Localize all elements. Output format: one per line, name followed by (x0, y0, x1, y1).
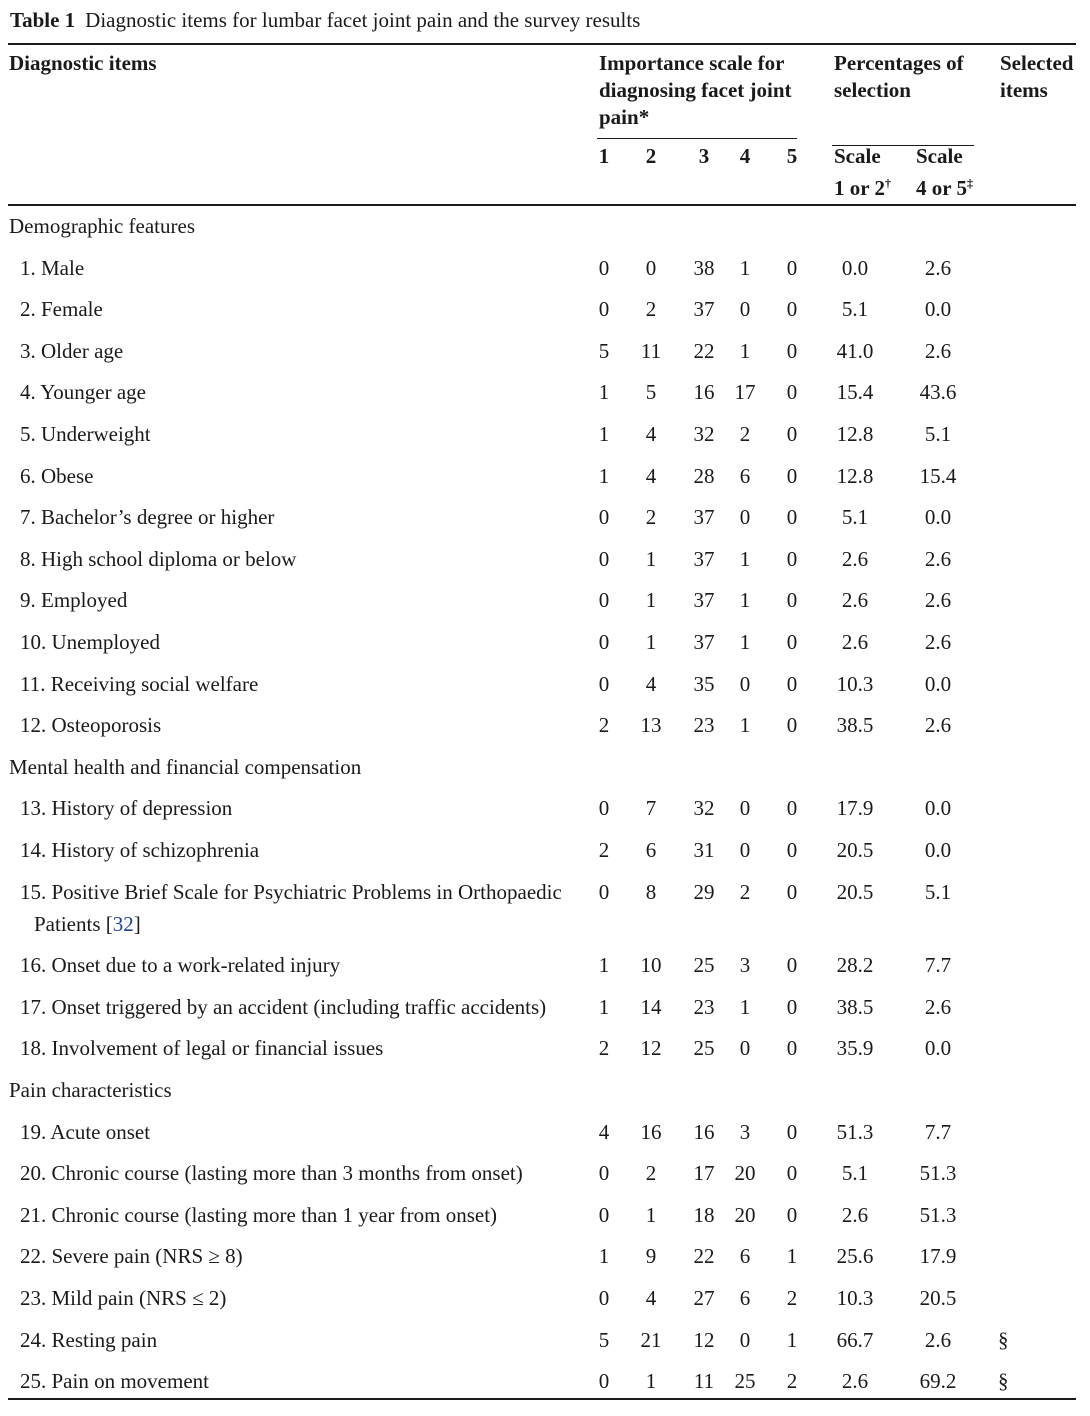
row-item: 12. Osteoporosis (20, 713, 162, 737)
scale-5-count: 0 (786, 297, 798, 321)
scale-1-count: 1 (598, 464, 610, 488)
col-header-importance-line1: Importance scale for (599, 51, 785, 75)
scale-4-count: 2 (739, 422, 751, 446)
scale-3-count: 37 (693, 297, 715, 321)
table-label: Table 1 (10, 8, 76, 32)
pct-scale-4-5: 17.9 (919, 1244, 957, 1268)
scale-3-count: 25 (693, 1036, 715, 1060)
pct-scale-1-2: 2.6 (841, 547, 869, 571)
scale-5-count: 0 (786, 464, 798, 488)
scale-1-count: 0 (598, 297, 610, 321)
scale-num-5: 5 (786, 144, 798, 168)
scale-2-count: 2 (645, 505, 657, 529)
scale-1-count: 0 (598, 672, 610, 696)
scale-4-count: 1 (739, 256, 751, 280)
pct-scale-4-5: 2.6 (924, 630, 952, 654)
pct-scale-4-5: 2.6 (924, 547, 952, 571)
scale-3-count: 37 (693, 588, 715, 612)
importance-subrule (597, 138, 797, 139)
pct-scale-1-2: 41.0 (836, 339, 874, 363)
scale-1-count: 0 (598, 880, 610, 904)
scale45-header (916, 143, 973, 202)
scale-4-count: 0 (739, 297, 751, 321)
scale-4-count: 1 (739, 713, 751, 737)
pct-scale-1-2: 12.8 (836, 422, 874, 446)
scale-2-count: 10 (640, 953, 662, 977)
pct-scale-4-5: 0.0 (924, 1036, 952, 1060)
scale-5-count: 0 (786, 1036, 798, 1060)
scale-2-count: 1 (645, 1203, 657, 1227)
pct-scale-4-5: 2.6 (924, 588, 952, 612)
pct-scale-1-2: 2.6 (841, 588, 869, 612)
pct-scale-1-2: 10.3 (836, 1286, 874, 1310)
scale-4-count: 25 (734, 1369, 756, 1393)
scale-4-count: 6 (739, 464, 751, 488)
pct-scale-4-5: 7.7 (924, 953, 952, 977)
citation-link[interactable]: 32 (112, 912, 134, 936)
scale-4-count: 6 (739, 1286, 751, 1310)
row-item: 3. Older age (20, 339, 124, 363)
pct-scale-1-2: 51.3 (836, 1120, 874, 1144)
scale-2-count: 12 (640, 1036, 662, 1060)
scale-2-count: 4 (645, 1286, 657, 1310)
scale-3-count: 38 (693, 256, 715, 280)
scale-5-count: 0 (786, 880, 798, 904)
scale-1-count: 0 (598, 547, 610, 571)
scale-3-count: 16 (693, 1120, 715, 1144)
scale-2-count: 14 (640, 995, 662, 1019)
col-header-percent (834, 50, 964, 104)
pct-scale-4-5: 5.1 (924, 880, 952, 904)
pct-scale-1-2: 66.7 (836, 1328, 874, 1352)
table-caption (10, 8, 640, 33)
scale-4-count: 3 (739, 1120, 751, 1144)
scale-3-count: 37 (693, 547, 715, 571)
pct-scale-4-5: 2.6 (924, 256, 952, 280)
pct-scale-1-2: 38.5 (836, 995, 874, 1019)
scale-1-count: 0 (598, 588, 610, 612)
pct-scale-1-2: 20.5 (836, 838, 874, 862)
scale-4-count: 1 (739, 995, 751, 1019)
scale-4-count: 0 (739, 1036, 751, 1060)
col-header-importance (599, 50, 792, 131)
scale-2-count: 8 (645, 880, 657, 904)
scale12-header (834, 143, 891, 202)
scale45-line1: Scale (916, 144, 963, 168)
scale-5-count: 2 (786, 1286, 798, 1310)
col-header-selected (1000, 50, 1073, 104)
pct-scale-4-5: 7.7 (924, 1120, 952, 1144)
pct-scale-1-2: 5.1 (841, 505, 869, 529)
top-rule (8, 43, 1076, 45)
scale-1-count: 4 (598, 1120, 610, 1144)
scale-5-count: 0 (786, 1161, 798, 1185)
scale-3-count: 22 (693, 1244, 715, 1268)
scale-4-count: 1 (739, 630, 751, 654)
row-item-continued-text: Patients [ (34, 912, 113, 936)
scale-5-count: 1 (786, 1328, 798, 1352)
scale-4-count: 6 (739, 1244, 751, 1268)
scale-5-count: 0 (786, 256, 798, 280)
selected-mark: § (998, 1328, 1009, 1352)
scale-4-count: 0 (739, 796, 751, 820)
pct-scale-4-5: 51.3 (919, 1203, 957, 1227)
scale-5-count: 0 (786, 380, 798, 404)
scale-3-count: 29 (693, 880, 715, 904)
scale-4-count: 20 (734, 1203, 756, 1227)
row-item: 9. Employed (20, 588, 128, 612)
scale-2-count: 4 (645, 464, 657, 488)
scale-num-4: 4 (739, 144, 751, 168)
scale-1-count: 5 (598, 1328, 610, 1352)
scale-2-count: 1 (645, 1369, 657, 1393)
pct-scale-1-2: 2.6 (841, 630, 869, 654)
scale-4-count: 0 (739, 672, 751, 696)
scale12-mark: † (884, 176, 891, 190)
section-title: Mental health and financial compensation (9, 754, 362, 779)
section-title: Pain characteristics (9, 1078, 172, 1102)
scale-3-count: 37 (693, 630, 715, 654)
scale-3-count: 11 (693, 1369, 715, 1393)
scale-4-count: 3 (739, 953, 751, 977)
pct-scale-1-2: 15.4 (836, 380, 874, 404)
row-item: 24. Resting pain (20, 1328, 158, 1352)
scale-3-count: 32 (693, 422, 715, 446)
scale-5-count: 0 (786, 1120, 798, 1144)
scale-5-count: 0 (786, 1203, 798, 1227)
row-item: 2. Female (20, 297, 103, 321)
scale-3-count: 17 (693, 1161, 715, 1185)
scale-3-count: 32 (693, 796, 715, 820)
scale-3-count: 22 (693, 339, 715, 363)
col-header-percent-line1: Percentages of (834, 51, 964, 75)
pct-scale-4-5: 2.6 (924, 713, 952, 737)
scale-1-count: 0 (598, 1369, 610, 1393)
row-item: 5. Underweight (20, 422, 151, 446)
scale45-mark: ‡ (966, 176, 973, 190)
col-header-importance-line2: diagnosing facet joint (599, 78, 792, 102)
row-item: 14. History of schizophrenia (20, 838, 260, 862)
scale-5-count: 0 (786, 995, 798, 1019)
pct-scale-4-5: 5.1 (924, 422, 952, 446)
pct-scale-1-2: 0.0 (841, 256, 869, 280)
scale-3-count: 18 (693, 1203, 715, 1227)
pct-scale-1-2: 17.9 (836, 796, 874, 820)
scale-4-count: 1 (739, 339, 751, 363)
scale-num-1: 1 (598, 144, 610, 168)
scale-5-count: 0 (786, 505, 798, 529)
scale-4-count: 1 (739, 588, 751, 612)
row-item: 18. Involvement of legal or financial issues (20, 1036, 384, 1060)
scale-4-count: 0 (739, 838, 751, 862)
pct-scale-1-2: 10.3 (836, 672, 874, 696)
scale-1-count: 0 (598, 1161, 610, 1185)
pct-scale-1-2: 5.1 (841, 1161, 869, 1185)
row-item-continued-end: ] (133, 912, 141, 936)
row-item: 13. History of depression (20, 796, 233, 820)
col-header-items: Diagnostic items (9, 51, 157, 75)
scale-1-count: 5 (598, 339, 610, 363)
row-item: 21. Chronic course (lasting more than 1 year from onset) (20, 1203, 498, 1227)
row-item: 8. High school diploma or below (20, 547, 297, 571)
row-item: 15. Positive Brief Scale for Psychiatric Problems in Orthopaedic (20, 880, 562, 904)
scale-2-count: 1 (645, 547, 657, 571)
row-item: 4. Younger age (20, 380, 146, 404)
scale-1-count: 1 (598, 380, 610, 404)
scale-5-count: 0 (786, 339, 798, 363)
pct-scale-1-2: 2.6 (841, 1369, 869, 1393)
pct-scale-1-2: 35.9 (836, 1036, 874, 1060)
pct-scale-1-2: 20.5 (836, 880, 874, 904)
row-item: 16. Onset due to a work-related injury (20, 953, 341, 977)
scale-2-count: 4 (645, 672, 657, 696)
pct-scale-1-2: 38.5 (836, 713, 874, 737)
scale-1-count: 0 (598, 630, 610, 654)
scale-2-count: 13 (640, 713, 662, 737)
scale-1-count: 1 (598, 953, 610, 977)
scale-3-count: 31 (693, 838, 715, 862)
scale-2-count: 2 (645, 1161, 657, 1185)
pct-scale-4-5: 2.6 (924, 339, 952, 363)
scale-3-count: 35 (693, 672, 715, 696)
scale-3-count: 23 (693, 995, 715, 1019)
pct-scale-4-5: 2.6 (924, 1328, 952, 1352)
scale-3-count: 25 (693, 953, 715, 977)
scale-2-count: 7 (645, 796, 657, 820)
scale-3-count: 12 (693, 1328, 715, 1352)
scale-5-count: 0 (786, 588, 798, 612)
scale-2-count: 1 (645, 630, 657, 654)
col-header-selected-line2: items (1000, 78, 1048, 102)
row-item: 6. Obese (20, 464, 94, 488)
row-item: 1. Male (20, 256, 85, 280)
scale-1-count: 0 (598, 1203, 610, 1227)
scale-2-count: 16 (640, 1120, 662, 1144)
selected-mark: § (998, 1369, 1009, 1393)
pct-scale-4-5: 0.0 (924, 505, 952, 529)
scale-5-count: 0 (786, 630, 798, 654)
pct-scale-1-2: 12.8 (836, 464, 874, 488)
section-title: Demographic features (9, 214, 195, 238)
scale-1-count: 0 (598, 505, 610, 529)
scale-2-count: 1 (645, 588, 657, 612)
pct-scale-4-5: 43.6 (919, 380, 957, 404)
col-header-percent-line2: selection (834, 78, 911, 102)
scale-3-count: 23 (693, 713, 715, 737)
row-item: 11. Receiving social welfare (20, 672, 259, 696)
scale-5-count: 0 (786, 953, 798, 977)
scale-1-count: 1 (598, 1244, 610, 1268)
scale-2-count: 0 (645, 256, 657, 280)
scale-2-count: 5 (645, 380, 657, 404)
pct-scale-1-2: 2.6 (841, 1203, 869, 1227)
pct-scale-4-5: 2.6 (924, 995, 952, 1019)
pct-scale-4-5: 20.5 (919, 1286, 957, 1310)
scale-4-count: 1 (739, 547, 751, 571)
table-title: Diagnostic items for lumbar facet joint pain and the survey results (85, 8, 641, 32)
scale-2-count: 11 (640, 339, 662, 363)
scale-5-count: 0 (786, 838, 798, 862)
row-item: 20. Chronic course (lasting more than 3 months from onset) (20, 1161, 523, 1185)
scale-1-count: 0 (598, 1286, 610, 1310)
pct-scale-4-5: 0.0 (924, 796, 952, 820)
scale-3-count: 16 (693, 380, 715, 404)
scale-1-count: 1 (598, 422, 610, 446)
scale-4-count: 20 (734, 1161, 756, 1185)
scale-5-count: 1 (786, 1244, 798, 1268)
scale-5-count: 0 (786, 422, 798, 446)
pct-scale-4-5: 0.0 (924, 672, 952, 696)
scale12-line2: 1 or 2 (834, 176, 885, 200)
scale-3-count: 37 (693, 505, 715, 529)
scale-3-count: 27 (693, 1286, 715, 1310)
row-item: 25. Pain on movement (20, 1369, 209, 1393)
scale-num-3: 3 (698, 144, 710, 168)
col-header-importance-line3: pain* (599, 105, 650, 129)
scale-5-count: 0 (786, 547, 798, 571)
scale-1-count: 1 (598, 995, 610, 1019)
row-item: 17. Onset triggered by an accident (including traffic accidents) (20, 995, 547, 1019)
row-item: 23. Mild pain (NRS ≤ 2) (20, 1286, 227, 1310)
scale-2-count: 6 (645, 838, 657, 862)
scale-4-count: 2 (739, 880, 751, 904)
scale-5-count: 0 (786, 713, 798, 737)
scale-1-count: 2 (598, 713, 610, 737)
col-header-selected-line1: Selected (1000, 51, 1074, 75)
pct-scale-4-5: 0.0 (924, 297, 952, 321)
pct-scale-4-5: 0.0 (924, 838, 952, 862)
scale-5-count: 0 (786, 672, 798, 696)
scale-1-count: 0 (598, 256, 610, 280)
scale-2-count: 2 (645, 297, 657, 321)
row-item-continued (34, 912, 141, 936)
scale-5-count: 2 (786, 1369, 798, 1393)
scale-1-count: 0 (598, 796, 610, 820)
scale-4-count: 0 (739, 1328, 751, 1352)
row-item: 7. Bachelor’s degree or higher (20, 505, 275, 529)
row-item: 10. Unemployed (20, 630, 160, 654)
scale-1-count: 2 (598, 1036, 610, 1060)
pct-scale-4-5: 15.4 (919, 464, 957, 488)
scale-3-count: 28 (693, 464, 715, 488)
scale-2-count: 4 (645, 422, 657, 446)
header-rule (8, 204, 1076, 206)
scale-4-count: 17 (734, 380, 756, 404)
scale-5-count: 0 (786, 796, 798, 820)
scale-4-count: 0 (739, 505, 751, 529)
pct-scale-1-2: 25.6 (836, 1244, 874, 1268)
scale-2-count: 21 (640, 1328, 662, 1352)
pct-scale-4-5: 69.2 (919, 1369, 957, 1393)
scale-2-count: 9 (645, 1244, 657, 1268)
row-item: 19. Acute onset (20, 1120, 151, 1144)
pct-scale-1-2: 28.2 (836, 953, 874, 977)
scale45-line2: 4 or 5 (916, 176, 967, 200)
scale-num-2: 2 (645, 144, 657, 168)
pct-scale-4-5: 51.3 (919, 1161, 957, 1185)
scale-1-count: 2 (598, 838, 610, 862)
scale12-line1: Scale (834, 144, 881, 168)
bottom-rule (8, 1398, 1076, 1400)
row-item: 22. Severe pain (NRS ≥ 8) (20, 1244, 243, 1268)
pct-scale-1-2: 5.1 (841, 297, 869, 321)
